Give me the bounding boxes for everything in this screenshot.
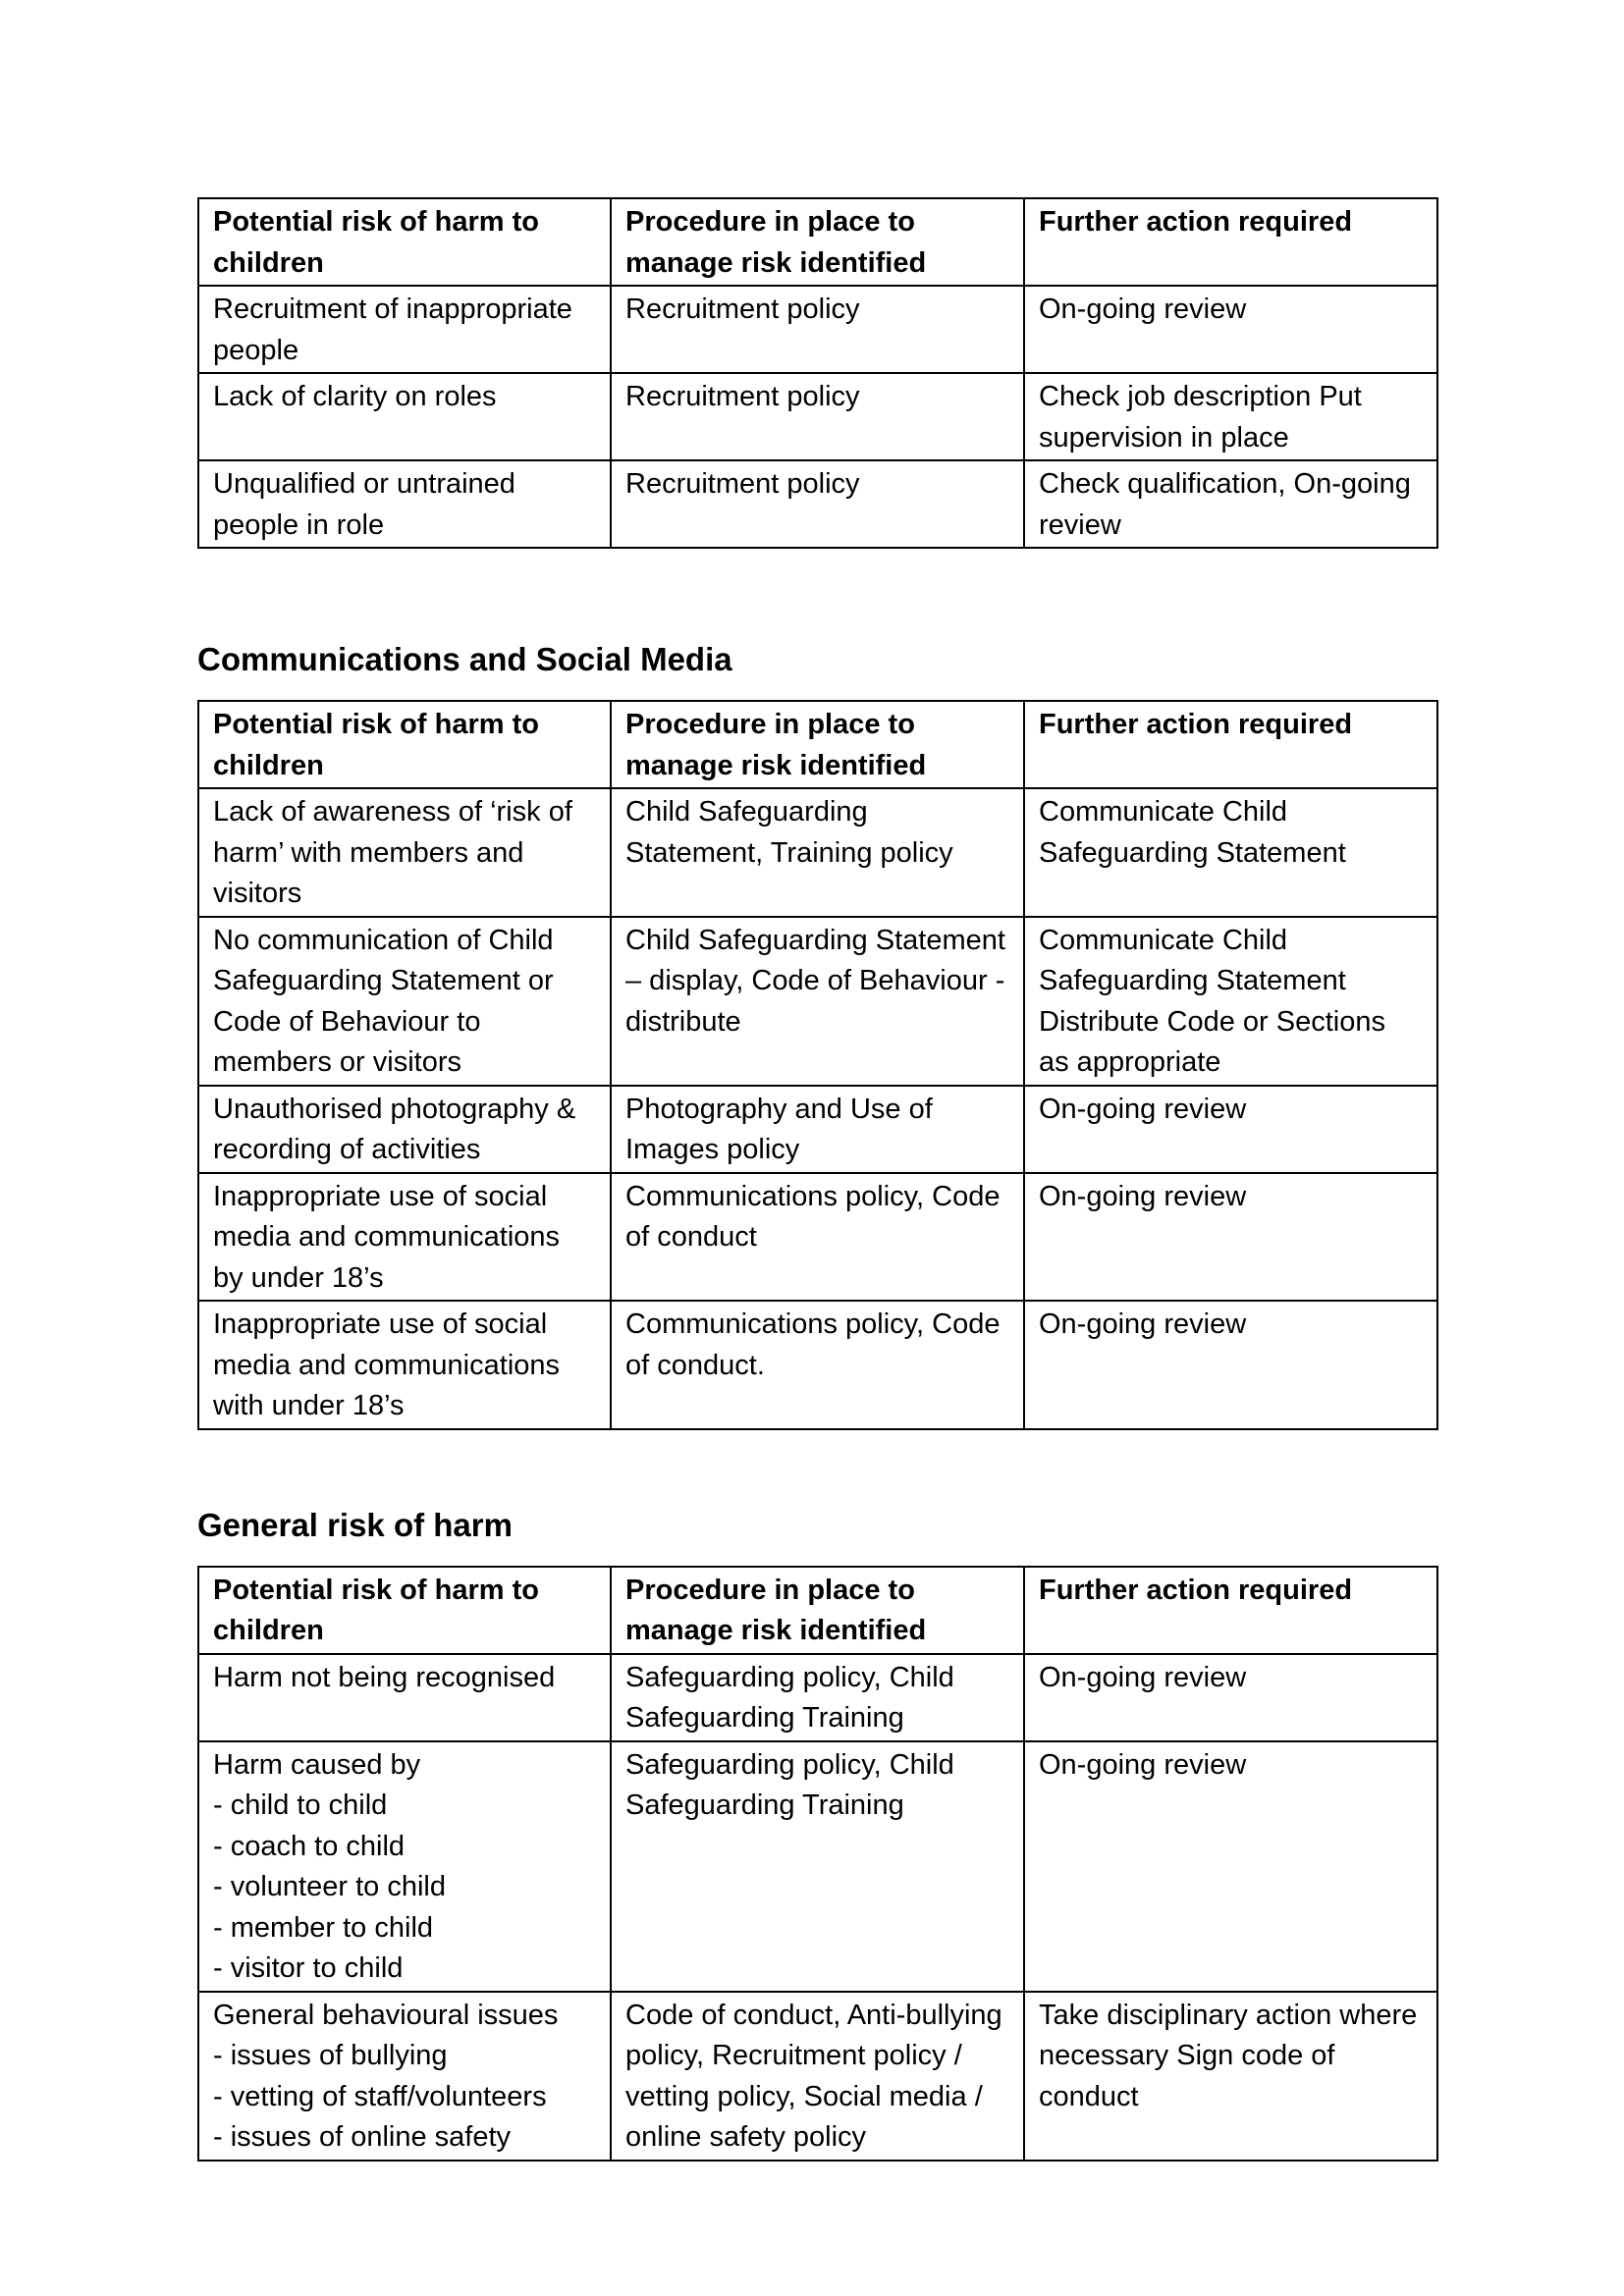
action-cell: Check qualification, On-going review bbox=[1024, 460, 1437, 548]
risk-cell: Harm not being recognised bbox=[198, 1654, 611, 1741]
action-cell: Take disciplinary action where necessary Sign code of conduct bbox=[1024, 1992, 1437, 2161]
procedure-cell: Child Safeguarding Statement, Training policy bbox=[611, 788, 1024, 917]
table-header-row bbox=[198, 1567, 1437, 1654]
general-risk-table bbox=[197, 1566, 1438, 2162]
procedure-cell: Communications policy, Code of conduct bbox=[611, 1173, 1024, 1302]
column-header-action: Further action required bbox=[1024, 1567, 1437, 1654]
recruitment-risk-table bbox=[197, 197, 1438, 549]
risk-cell: Harm caused by - child to child - coach to child - volunteer to child - member to child - visitor to child bbox=[198, 1741, 611, 1992]
table-row bbox=[198, 1654, 1437, 1741]
action-cell: On-going review bbox=[1024, 1173, 1437, 1302]
action-cell: On-going review bbox=[1024, 1741, 1437, 1992]
procedure-cell: Photography and Use of Images policy bbox=[611, 1086, 1024, 1173]
table-row bbox=[198, 1086, 1437, 1173]
risk-cell: Inappropriate use of social media and communications with under 18’s bbox=[198, 1301, 611, 1429]
table-row bbox=[198, 373, 1437, 460]
risk-cell: Unauthorised photography & recording of activities bbox=[198, 1086, 611, 1173]
column-header-action: Further action required bbox=[1024, 701, 1437, 788]
action-cell: Communicate Child Safeguarding Statement Distribute Code or Sections as appropriate bbox=[1024, 917, 1437, 1086]
procedure-cell: Child Safeguarding Statement – display, Code of Behaviour - distribute bbox=[611, 917, 1024, 1086]
column-header-procedure: Procedure in place to manage risk identified bbox=[611, 198, 1024, 286]
procedure-cell: Recruitment policy bbox=[611, 460, 1024, 548]
document-page bbox=[197, 197, 1436, 2162]
risk-cell: Lack of awareness of ‘risk of harm’ with members and visitors bbox=[198, 788, 611, 917]
risk-cell: Unqualified or untrained people in role bbox=[198, 460, 611, 548]
table-row bbox=[198, 1741, 1437, 1992]
communications-risk-table bbox=[197, 700, 1438, 1430]
procedure-cell: Code of conduct, Anti-bullying policy, Recruitment policy / vetting policy, Social media / online safety policy bbox=[611, 1992, 1024, 2161]
action-cell: On-going review bbox=[1024, 1301, 1437, 1429]
table-row bbox=[198, 460, 1437, 548]
table-header-row bbox=[198, 701, 1437, 788]
action-cell: Check job description Put supervision in place bbox=[1024, 373, 1437, 460]
table-row bbox=[198, 788, 1437, 917]
procedure-cell: Recruitment policy bbox=[611, 373, 1024, 460]
procedure-cell: Recruitment policy bbox=[611, 286, 1024, 373]
section-title-general: General risk of harm bbox=[197, 1506, 513, 1543]
table-row bbox=[198, 917, 1437, 1086]
column-header-procedure: Procedure in place to manage risk identified bbox=[611, 1567, 1024, 1654]
column-header-procedure: Procedure in place to manage risk identified bbox=[611, 701, 1024, 788]
risk-cell: Recruitment of inappropriate people bbox=[198, 286, 611, 373]
table-row bbox=[198, 1301, 1437, 1429]
column-header-action: Further action required bbox=[1024, 198, 1437, 286]
section-title-communications: Communications and Social Media bbox=[197, 641, 732, 677]
risk-cell: General behavioural issues - issues of bullying - vetting of staff/volunteers - issues of online safety bbox=[198, 1992, 611, 2161]
column-header-risk: Potential risk of harm to children bbox=[198, 1567, 611, 1654]
action-cell: On-going review bbox=[1024, 1086, 1437, 1173]
procedure-cell: Safeguarding policy, Child Safeguarding Training bbox=[611, 1741, 1024, 1992]
column-header-risk: Potential risk of harm to children bbox=[198, 701, 611, 788]
column-header-risk: Potential risk of harm to children bbox=[198, 198, 611, 286]
action-cell: On-going review bbox=[1024, 1654, 1437, 1741]
action-cell: Communicate Child Safeguarding Statement bbox=[1024, 788, 1437, 917]
risk-cell: No communication of Child Safeguarding Statement or Code of Behaviour to members or visitors bbox=[198, 917, 611, 1086]
risk-cell: Inappropriate use of social media and communications by under 18’s bbox=[198, 1173, 611, 1302]
procedure-cell: Communications policy, Code of conduct. bbox=[611, 1301, 1024, 1429]
action-cell: On-going review bbox=[1024, 286, 1437, 373]
risk-cell: Lack of clarity on roles bbox=[198, 373, 611, 460]
table-row bbox=[198, 1173, 1437, 1302]
table-row bbox=[198, 1992, 1437, 2161]
table-header-row bbox=[198, 198, 1437, 286]
procedure-cell: Safeguarding policy, Child Safeguarding Training bbox=[611, 1654, 1024, 1741]
table-row bbox=[198, 286, 1437, 373]
